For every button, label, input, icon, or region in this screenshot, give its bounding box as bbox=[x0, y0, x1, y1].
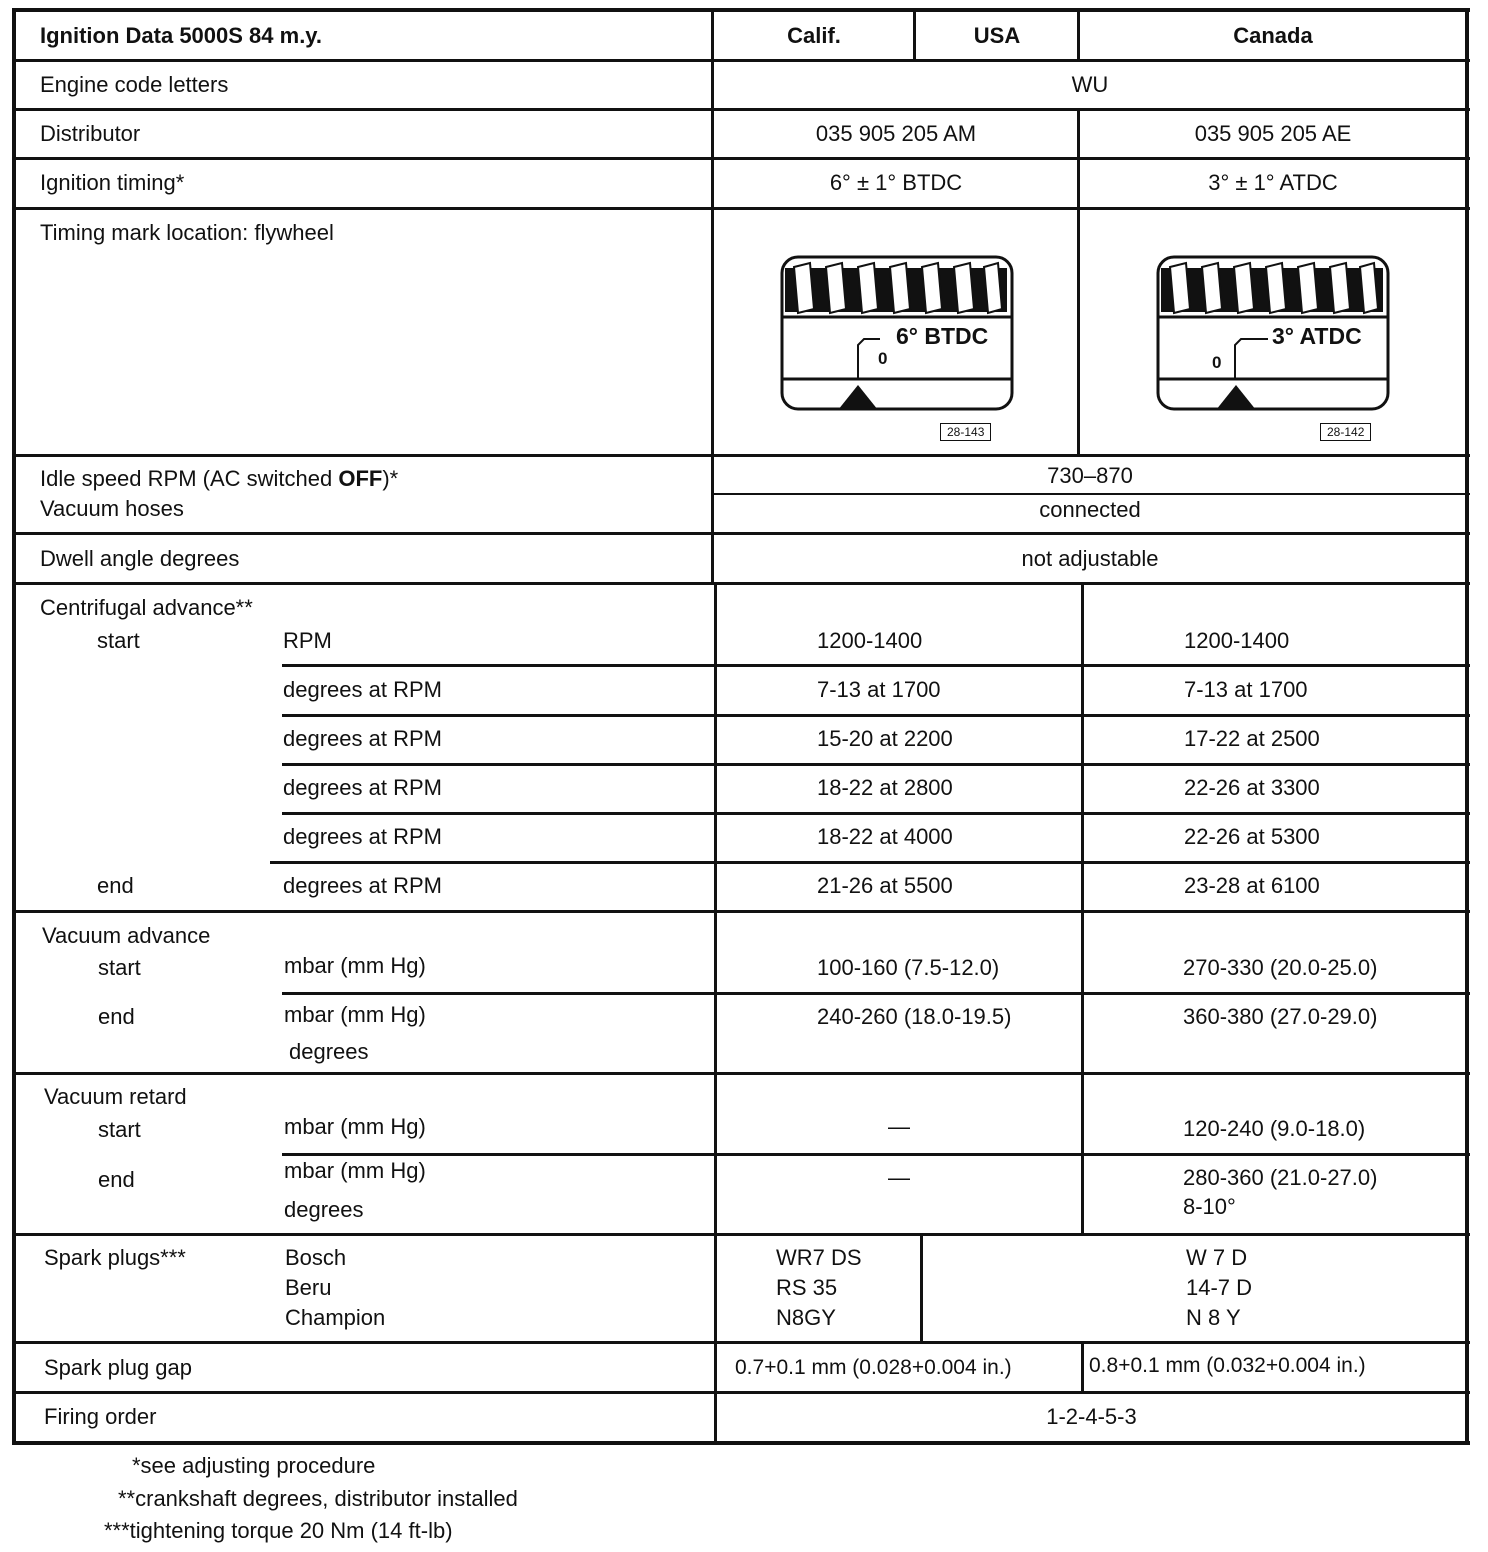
plug-usa-canada-bosch: W 7 D bbox=[1186, 1245, 1248, 1270]
plug-usa-canada-beru: 14-7 D bbox=[1186, 1275, 1253, 1300]
row-divider bbox=[12, 582, 1470, 585]
value-canada: 22-26 at 5300 bbox=[1184, 824, 1320, 849]
value-canada: 280-360 (21.0-27.0) bbox=[1183, 1165, 1378, 1190]
ignition-timing-label: Ignition timing* bbox=[40, 170, 185, 195]
row-divider bbox=[282, 1153, 1470, 1156]
row-sublabel: mbar (mm Hg) bbox=[284, 1114, 426, 1139]
row-sublabel: degrees at RPM bbox=[283, 677, 442, 702]
value-calif-usa: — bbox=[888, 1165, 910, 1190]
timing-mark-label-canada: 3° ATDC bbox=[1272, 323, 1362, 349]
value-canada: 120-240 (9.0-18.0) bbox=[1183, 1116, 1366, 1141]
vacuum-retard-start-label: start bbox=[98, 1117, 141, 1142]
row-divider bbox=[282, 763, 1470, 766]
engine-code-value: WU bbox=[1071, 72, 1109, 97]
timing-mark-label: Timing mark location: flywheel bbox=[40, 220, 334, 245]
row-divider bbox=[12, 532, 1470, 535]
row-divider bbox=[282, 664, 1470, 667]
ignition-timing-canada: 3° ± 1° ATDC bbox=[1208, 170, 1338, 195]
brand-champion: Champion bbox=[285, 1305, 386, 1330]
column-divider bbox=[1081, 1343, 1084, 1393]
gap-calif-usa: 0.7+0.1 mm (0.028+0.004 in.) bbox=[735, 1356, 1012, 1379]
row-divider bbox=[282, 992, 1470, 995]
ignition-timing-calif-usa: 6° ± 1° BTDC bbox=[829, 170, 963, 195]
plug-usa-canada-champion: N 8 Y bbox=[1186, 1305, 1241, 1330]
firing-order-label: Firing order bbox=[44, 1404, 157, 1429]
idle-speed-label bbox=[40, 466, 398, 492]
row-sublabel: degrees at RPM bbox=[283, 775, 442, 800]
row-divider bbox=[12, 157, 1470, 160]
row-sublabel: mbar (mm Hg) bbox=[284, 953, 426, 978]
row-divider bbox=[12, 108, 1470, 111]
value-calif-usa: 240-260 (18.0-19.5) bbox=[817, 1004, 1012, 1029]
value-calif-usa: 18-22 at 4000 bbox=[817, 824, 953, 849]
row-sublabel: degrees at RPM bbox=[283, 824, 442, 849]
value-canada: 270-330 (20.0-25.0) bbox=[1183, 955, 1378, 980]
spark-plug-gap-label: Spark plug gap bbox=[44, 1355, 192, 1380]
engine-code-label: Engine code letters bbox=[40, 72, 229, 97]
gap-canada: 0.8+0.1 mm (0.032+0.004 in.) bbox=[1089, 1354, 1366, 1377]
table-title: Ignition Data 5000S 84 m.y. bbox=[40, 23, 323, 48]
brand-beru: Beru bbox=[285, 1275, 332, 1300]
column-divider bbox=[1077, 110, 1080, 456]
row-divider bbox=[282, 714, 1470, 717]
vacuum-hoses-value: connected bbox=[1039, 497, 1141, 522]
plug-calif-champion: N8GY bbox=[776, 1305, 836, 1330]
row-divider bbox=[282, 812, 1470, 815]
idle-label-off: OFF bbox=[338, 466, 383, 491]
dwell-label: Dwell angle degrees bbox=[40, 546, 240, 571]
row-sublabel: degrees at RPM bbox=[283, 726, 442, 751]
zero-mark-calif-usa: 0 bbox=[878, 349, 888, 368]
dwell-value: not adjustable bbox=[1021, 546, 1159, 571]
table-border-right bbox=[1465, 8, 1469, 1445]
column-header-calif: Calif. bbox=[787, 23, 841, 48]
value-calif-usa: — bbox=[888, 1114, 910, 1139]
vacuum-advance-start-label: start bbox=[98, 955, 141, 980]
footnote: *see adjusting procedure bbox=[132, 1453, 376, 1478]
row-sublabel: mbar (mm Hg) bbox=[284, 1002, 426, 1027]
distributor-label: Distributor bbox=[40, 121, 141, 146]
spark-plugs-label: Spark plugs*** bbox=[44, 1245, 186, 1270]
vacuum-advance-end-label: end bbox=[98, 1004, 135, 1029]
plug-calif-beru: RS 35 bbox=[776, 1275, 838, 1300]
row-sublabel: RPM bbox=[283, 628, 332, 653]
value-calif-usa: 18-22 at 2800 bbox=[817, 775, 953, 800]
vacuum-hoses-label: Vacuum hoses bbox=[40, 496, 184, 521]
centrifugal-end-label: end bbox=[97, 873, 134, 898]
row-sublabel: degrees bbox=[289, 1039, 369, 1064]
row-divider bbox=[12, 1341, 1470, 1344]
value-canada: 1200-1400 bbox=[1184, 628, 1290, 653]
value-canada: 17-22 at 2500 bbox=[1184, 726, 1320, 751]
row-divider bbox=[270, 861, 1470, 864]
idle-label-footnote: )* bbox=[382, 466, 399, 491]
distributor-calif-usa: 035 905 205 AM bbox=[815, 121, 977, 146]
table-border-bottom bbox=[12, 1441, 1470, 1445]
row-divider bbox=[12, 910, 1470, 913]
column-header-canada: Canada bbox=[1233, 23, 1313, 48]
brand-bosch: Bosch bbox=[285, 1245, 347, 1270]
centrifugal-advance-label: Centrifugal advance** bbox=[40, 595, 253, 620]
value-canada: 8-10° bbox=[1183, 1194, 1236, 1219]
footnote: **crankshaft degrees, distributor installed bbox=[118, 1486, 518, 1511]
timing-mark-label-calif-usa: 6° BTDC bbox=[896, 323, 989, 349]
centrifugal-start-label: start bbox=[97, 628, 140, 653]
vacuum-advance-label: Vacuum advance bbox=[42, 923, 211, 948]
vacuum-retard-label: Vacuum retard bbox=[44, 1084, 187, 1109]
value-canada: 360-380 (27.0-29.0) bbox=[1183, 1004, 1378, 1029]
footnote: ***tightening torque 20 Nm (14 ft-lb) bbox=[104, 1518, 453, 1543]
idle-label-text: Idle speed RPM (AC switched bbox=[40, 466, 339, 491]
row-divider bbox=[12, 59, 1470, 62]
table-border-top bbox=[12, 8, 1470, 12]
zero-mark-canada: 0 bbox=[1212, 353, 1222, 372]
plug-calif-bosch: WR7 DS bbox=[776, 1245, 862, 1270]
column-header-usa: USA bbox=[973, 23, 1021, 48]
value-calif-usa: 7-13 at 1700 bbox=[817, 677, 941, 702]
figure-number-calif-usa: 28-143 bbox=[940, 423, 991, 441]
value-calif-usa: 1200-1400 bbox=[817, 628, 923, 653]
column-divider bbox=[920, 1235, 923, 1343]
vacuum-retard-end-label: end bbox=[98, 1167, 135, 1192]
value-canada: 22-26 at 3300 bbox=[1184, 775, 1320, 800]
row-sublabel: degrees bbox=[284, 1197, 364, 1222]
value-calif-usa: 15-20 at 2200 bbox=[817, 726, 953, 751]
row-sublabel: mbar (mm Hg) bbox=[284, 1158, 426, 1183]
idle-speed-value: 730–870 bbox=[1047, 463, 1133, 488]
row-sublabel: degrees at RPM bbox=[283, 873, 442, 898]
row-divider bbox=[12, 207, 1470, 210]
value-canada: 23-28 at 6100 bbox=[1184, 873, 1320, 898]
row-divider bbox=[12, 1233, 1470, 1236]
figure-number-canada: 28-142 bbox=[1320, 423, 1371, 441]
value-calif-usa: 100-160 (7.5-12.0) bbox=[817, 955, 1000, 980]
row-divider bbox=[714, 493, 1470, 495]
column-divider bbox=[714, 584, 717, 1443]
distributor-canada: 035 905 205 AE bbox=[1194, 121, 1352, 146]
row-divider bbox=[12, 1391, 1470, 1394]
table-border-left bbox=[12, 8, 16, 1445]
value-calif-usa: 21-26 at 5500 bbox=[817, 873, 953, 898]
firing-order-value: 1-2-4-5-3 bbox=[1046, 1404, 1137, 1429]
value-canada: 7-13 at 1700 bbox=[1184, 677, 1308, 702]
row-divider bbox=[12, 454, 1470, 457]
row-divider bbox=[12, 1072, 1470, 1075]
